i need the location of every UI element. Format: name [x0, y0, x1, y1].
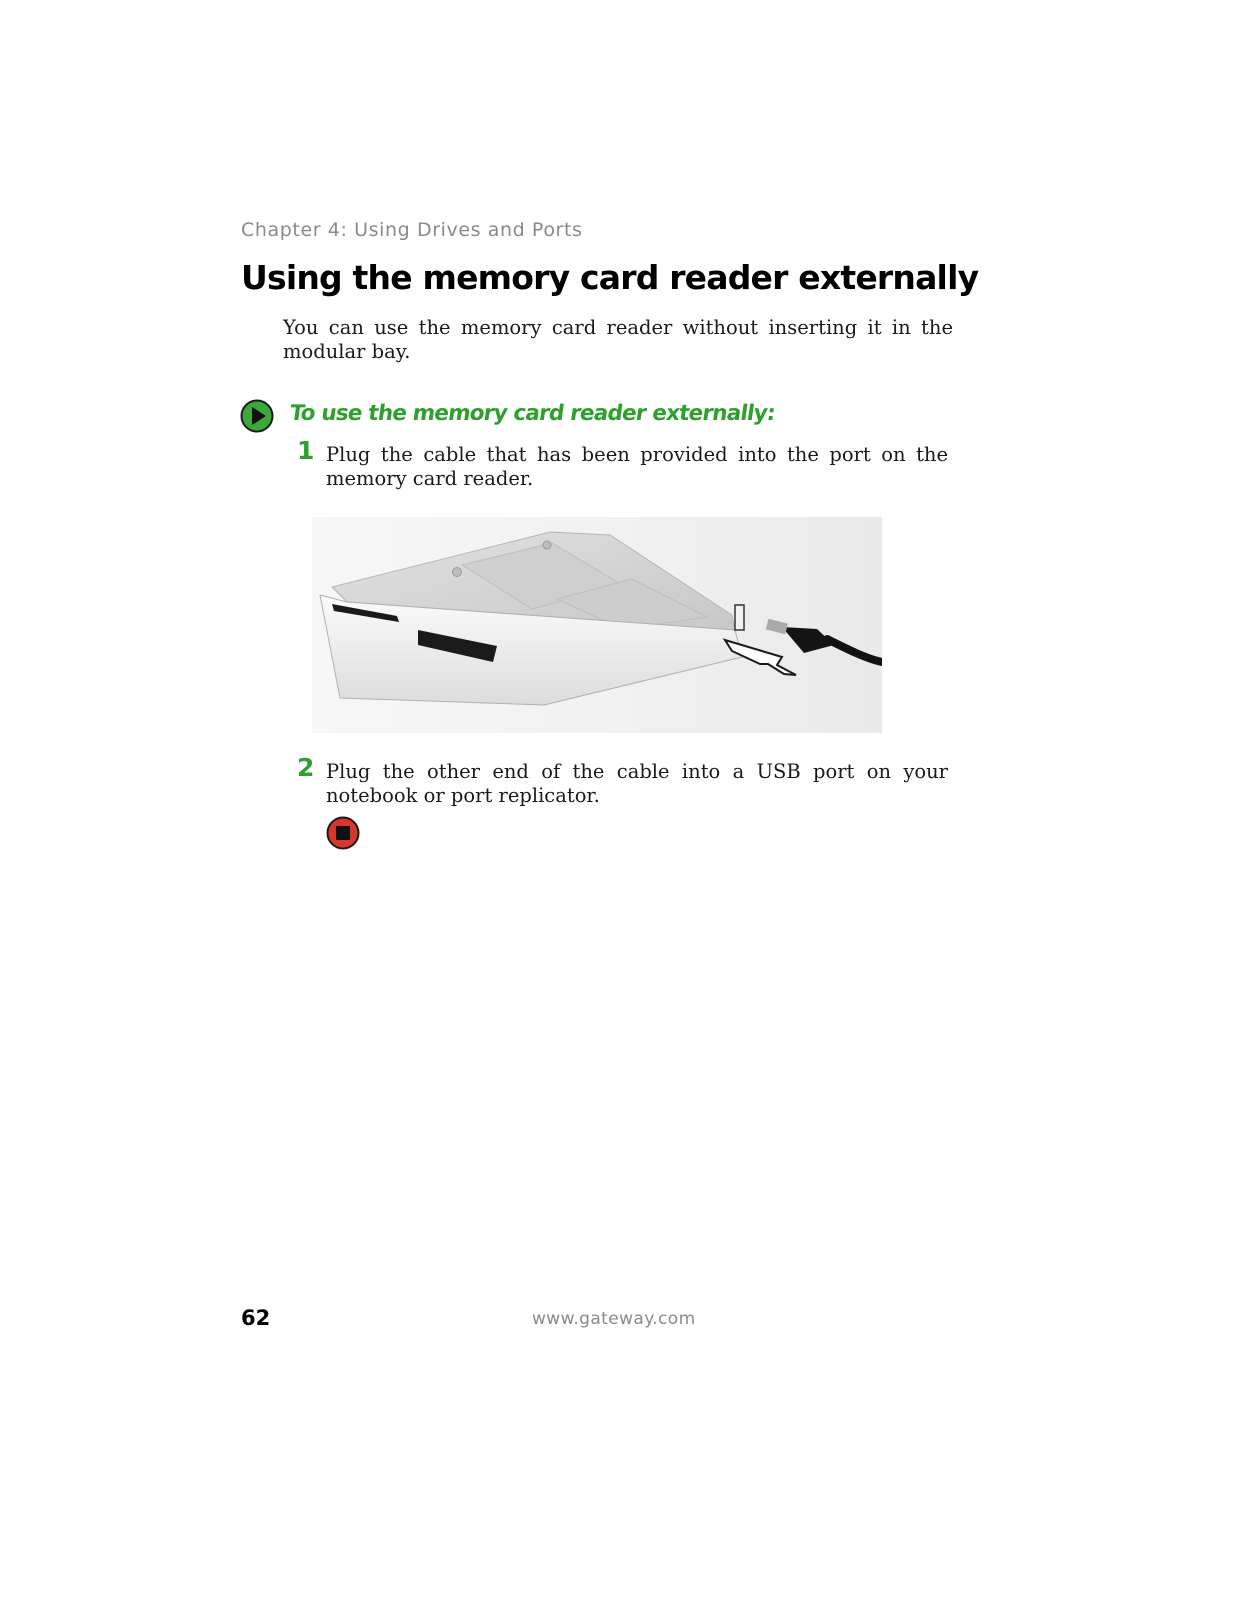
running-header: Chapter 4: Using Drives and Ports: [241, 219, 583, 241]
stop-square-icon: [326, 816, 360, 850]
step-text: Plug the cable that has been provided into the port on the memory card reader.: [326, 443, 948, 490]
page-title: Using the memory card reader externally: [241, 258, 979, 297]
play-arrow-icon: [240, 399, 274, 433]
procedure-heading: To use the memory card reader externally:: [288, 401, 777, 426]
step-number: 2: [297, 753, 315, 782]
step-number: 1: [297, 436, 315, 465]
website-url: www.gateway.com: [532, 1309, 696, 1329]
page-number: 62: [241, 1306, 271, 1330]
card-reader-figure: [312, 517, 882, 733]
step-text: Plug the other end of the cable into a USB port on your notebook or port replicator.: [326, 760, 948, 807]
intro-paragraph: You can use the memory card reader without inserting it in the modular bay.: [283, 316, 953, 363]
